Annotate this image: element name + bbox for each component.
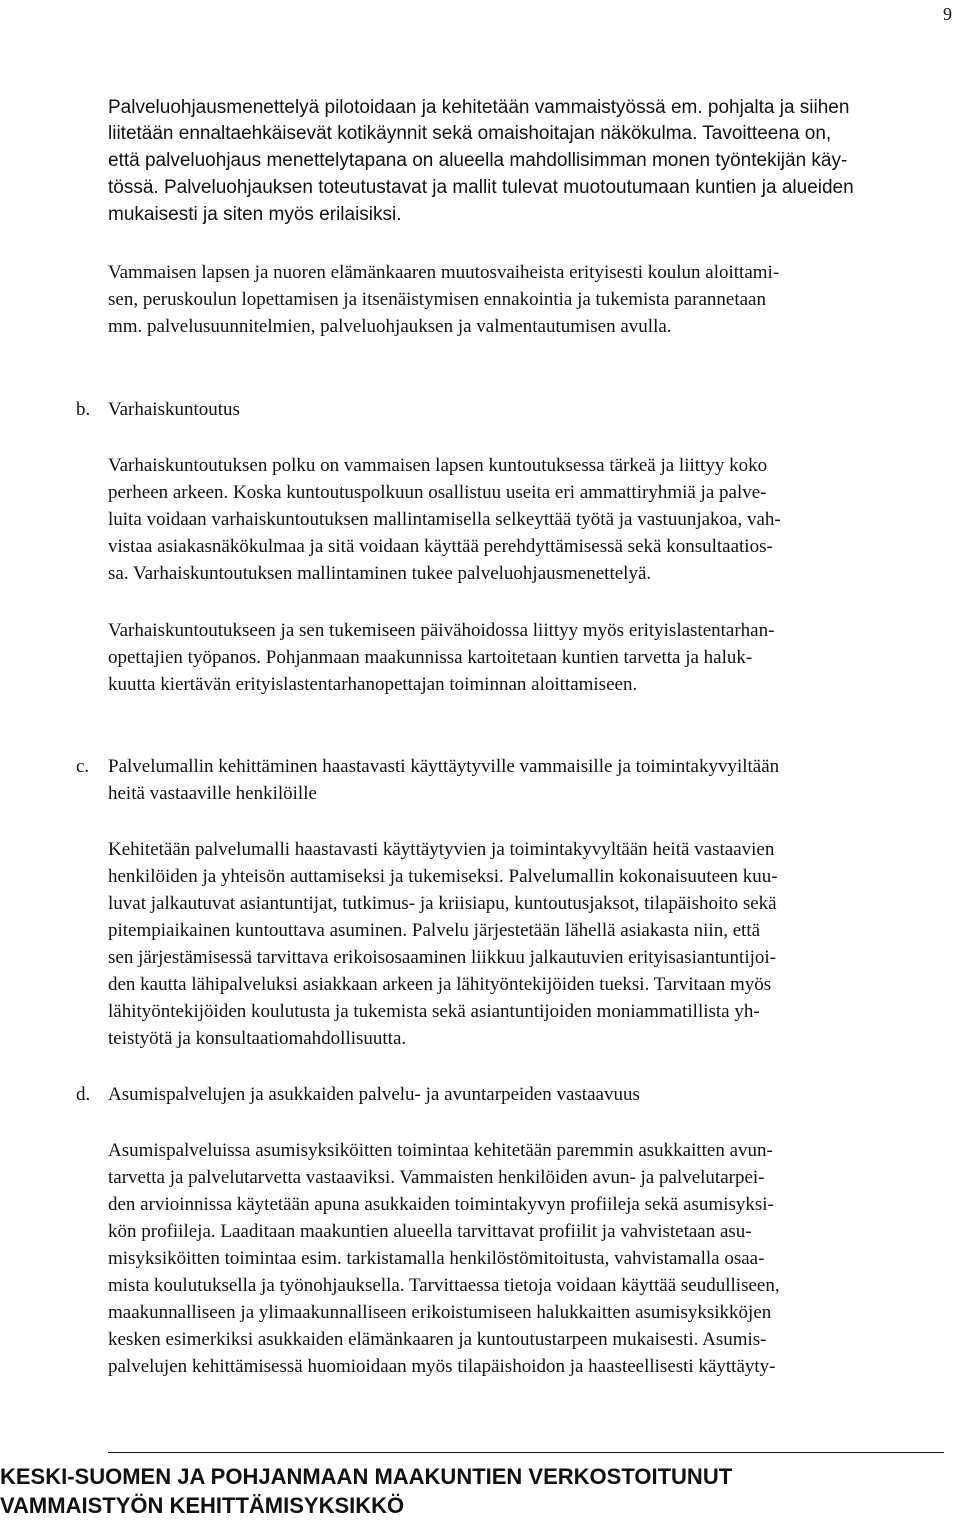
text-line: Vammaisen lapsen ja nuoren elämänkaaren muutosvaiheista erityisesti koulun aloittami- [108, 262, 780, 283]
text-line: Varhaiskuntoutuksen polku on vammaisen lapsen kuntoutuksessa tärkeä ja liittyy koko [108, 455, 768, 476]
page-number: 9 [943, 4, 952, 24]
section-b-heading: Varhaiskuntoutus [108, 399, 240, 420]
text-line: pitempiaikainen kuntouttava asuminen. Palvelu järjestetään lähellä asiakasta niin, että [108, 920, 761, 941]
text-line: misyksiköitten toimintaa esim. tarkistamalla henkilöstömitoitusta, vahvistamalla osaa- [108, 1248, 765, 1269]
text-line: palvelujen kehittämisessä huomioidaan myös tilapäishoidon ja haasteellisesti käyttäyty- [108, 1356, 776, 1377]
section-c-heading-line: heitä vastaaville henkilöille [108, 783, 317, 804]
text-line: luita voidaan varhaiskuntoutuksen mallintamisella selkeyttää työtä ja vastuunjakoa, vah- [108, 509, 781, 530]
text-line: Palveluohjausmenettelyä pilotoidaan ja kehitetään vammaistyössä em. pohjalta ja siihen [108, 97, 850, 118]
text-line: den arvioinnissa käytetään apuna asukkaiden toimintakyvyn profiileja sekä asumisyksi- [108, 1194, 774, 1215]
text-line: mm. palvelusuunnitelmien, palveluohjauksen ja valmentautumisen avulla. [108, 316, 672, 337]
text-line: Kehitetään palvelumalli haastavasti käyttäytyvien ja toimintakyvyltään heitä vastaavien [108, 839, 775, 860]
text-line: henkilöiden ja yhteisön auttamiseksi ja tukemiseksi. Palvelumallin kokonaisuuteen kuu- [108, 866, 778, 887]
text-line: Varhaiskuntoutukseen ja sen tukemiseen päivähoidossa liittyy myös erityislastentarhan- [108, 620, 775, 641]
footer-line-2: VAMMAISTYÖN KEHITTÄMISYKSIKKÖ [0, 1493, 405, 1518]
section-d-label: d. [76, 1084, 91, 1105]
text-line: luvat jalkautuvat asiantuntijat, tutkimus- ja kriisiapu, kuntoutusjaksot, tilapäishoito sekä [108, 893, 777, 914]
text-line: perheen arkeen. Koska kuntoutuspolkuun osallistuu useita eri ammattiryhmiä ja palve- [108, 482, 767, 503]
text-line: kesken esimerkiksi asukkaiden elämänkaaren ja kuntoutustarpeen mukaisesti. Asumis- [108, 1329, 767, 1350]
text-line: mukaisesti ja siten myös erilaisiksi. [108, 204, 402, 225]
text-line: liitetään ennaltaehkäisevät kotikäynnit sekä omaishoitajan näkökulma. Tavoitteena on, [108, 123, 832, 144]
text-line: kuutta kiertävän erityislastentarhanopettajan toiminnan aloittamiseen. [108, 674, 638, 695]
text-line: den kautta lähipalveluksi asiakkaan arkeen ja lähityöntekijöiden tueksi. Tarvitaan myös [108, 974, 772, 995]
text-line: mista koulutuksella ja työnohjauksella. Tarvittaessa tietoja voidaan käyttää seudulliseen, [108, 1275, 780, 1296]
text-line: Asumispalveluissa asumisyksiköitten toimintaa kehitetään paremmin asukkaitten avun- [108, 1140, 773, 1161]
text-line: sa. Varhaiskuntoutuksen mallintaminen tukee palveluohjausmenettelyä. [108, 563, 652, 584]
text-line: maakunnalliseen ja ylimaakunnalliseen erikoistumiseen halukkaitten asumisyksikköjen [108, 1302, 772, 1323]
text-line: kön profiileja. Laaditaan maakuntien alueella tarvittavat profiilit ja vahvistetaan asu- [108, 1221, 752, 1242]
footer-line-1: KESKI-SUOMEN JA POHJANMAAN MAAKUNTIEN VERKOSTOITUNUT [0, 1464, 733, 1489]
text-line: tarvetta ja palvelutarvetta vastaaviksi. Vammaisten henkilöiden avun- ja palvelutarpei- [108, 1167, 765, 1188]
text-line: sen, peruskoulun lopettamisen ja itsenäistymisen ennakointia ja tukemista parannetaan [108, 289, 766, 310]
section-c-heading-line: Palvelumallin kehittäminen haastavasti käyttäytyville vammaisille ja toimintakyvyiltään [108, 756, 780, 777]
footer-divider [108, 1452, 944, 1453]
text-line: lähityöntekijöiden koulutusta ja tukemista sekä asiantuntijoiden moniammatillista yh- [108, 1001, 760, 1022]
text-line: tössä. Palveluohjauksen toteutustavat ja mallit tulevat muotoutumaan kuntien ja alueiden [108, 177, 854, 198]
section-b-label: b. [76, 399, 91, 420]
text-line: vistaa asiakasnäkökulmaa ja sitä voidaan käyttää perehdyttämisessä sekä konsultaatios- [108, 536, 773, 557]
section-c-label: c. [76, 756, 90, 777]
text-line: teistyötä ja konsultaatiomahdollisuutta. [108, 1028, 407, 1049]
section-d-heading: Asumispalvelujen ja asukkaiden palvelu- ja avuntarpeiden vastaavuus [108, 1084, 640, 1105]
text-line: että palveluohjaus menettelytapana on alueella mahdollisimman monen työntekijän käy- [108, 150, 848, 171]
text-line: opettajien työpanos. Pohjanmaan maakunnissa kartoitetaan kuntien tarvetta ja haluk- [108, 647, 753, 668]
text-line: sen järjestämisessä tarvittava erikoisosaaminen liikkuu jalkautuvien erityisasiantuntijoi- [108, 947, 776, 968]
